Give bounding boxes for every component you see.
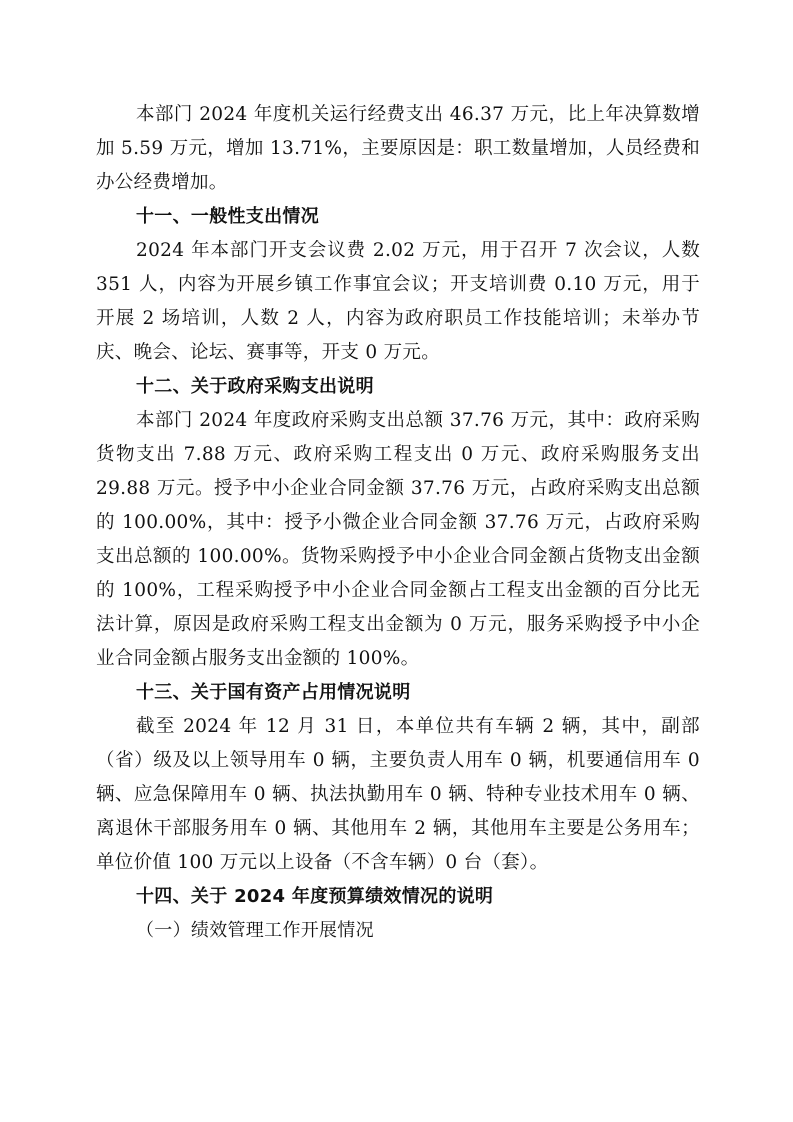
heading-government-procurement: 十二、关于政府采购支出说明 [136,376,374,397]
heading-general-expenditure: 十一、一般性支出情况 [136,206,319,227]
document-page [96,98,700,948]
heading-state-assets: 十三、关于国有资产占用情况说明 [136,682,411,703]
heading-budget-performance: 十四、关于 2024 年度预算绩效情况的说明 [136,886,494,907]
subheading-performance-management: （一）绩效管理工作开展情况 [136,920,374,941]
paragraph-government-procurement: 本部门 2024 年度政府采购支出总额 37.76 万元，其中：政府采购货物支出 7.88 万元、政府采购工程支出 0 万元、政府采购服务支出 29.88 万元。授予中小企业合同金额 37.76 万元，占政府采购支出总额的 100.00%，其中：授予小微企业合同金额 37.76 万元，占政府采购支出总额的 100.00%。货物采购授予中小企业合同金额占货物支出金额的 100%，工程采购授予中小企业合同金额占工程支出金额的百分比无法计算，原因是政府采购工程支出金额为 0 万元，服务采购授予中小企业合同金额占服务支出金额的 100%。 [96,410,700,669]
paragraph-general-expenditure: 2024 年本部门开支会议费 2.02 万元，用于召开 7 次会议，人数 351 人，内容为开展乡镇工作事宜会议；开支培训费 0.10 万元，用于开展 2 场培训，人数 2 人，内容为政府职员工作技能培训；未举办节庆、晚会、论坛、赛事等，开支 0 万元。 [96,240,700,363]
paragraph-operating-expenses: 本部门 2024 年度机关运行经费支出 46.37 万元，比上年决算数增加 5.59 万元，增加 13.71%，主要原因是：职工数量增加，人员经费和办公经费增加。 [96,104,700,193]
paragraph-state-assets: 截至 2024 年 12 月 31 日，本单位共有车辆 2 辆，其中，副部（省）级及以上领导用车 0 辆，主要负责人用车 0 辆，机要通信用车 0 辆、应急保障用车 0 辆、执法执勤用车 0 辆、特种专业技术用车 0 辆、离退休干部服务用车 0 辆、其他用车 2 辆，其他用车主要是公务用车；单位价值 100 万元以上设备（不含车辆）0 台（套）。 [96,716,700,873]
